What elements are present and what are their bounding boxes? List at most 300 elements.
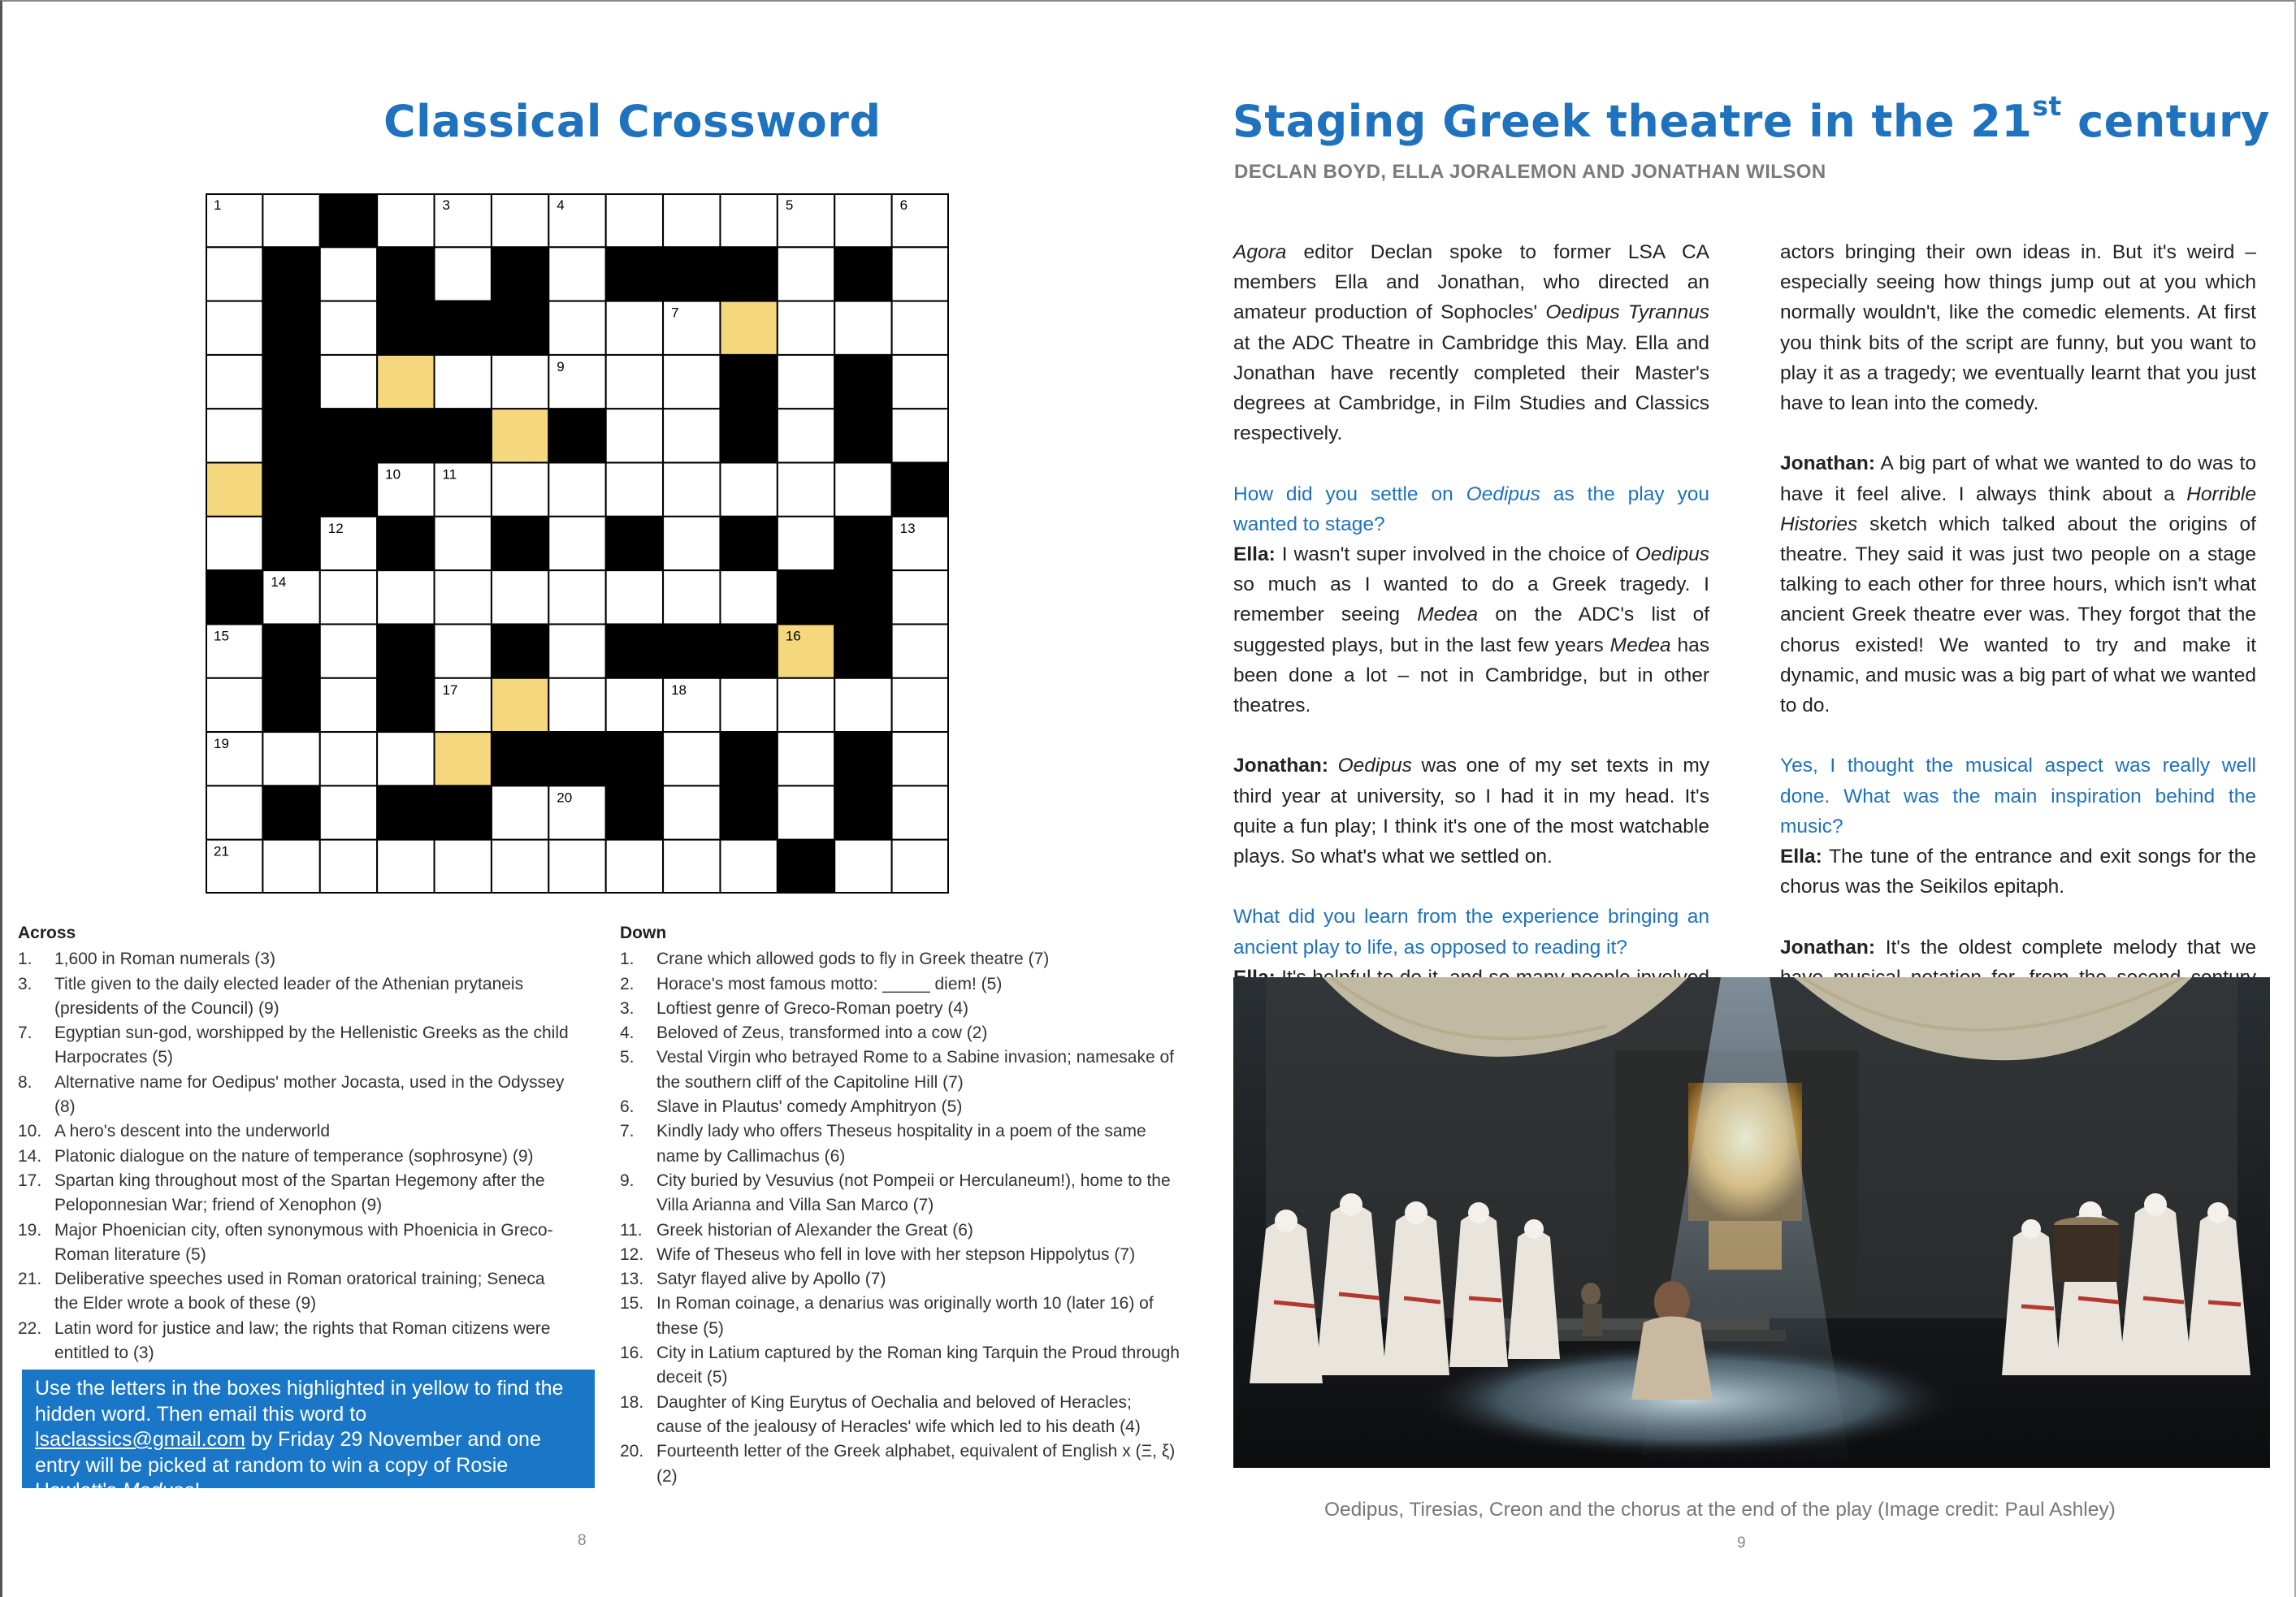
grid-cell[interactable] bbox=[834, 840, 891, 894]
grid-cell[interactable] bbox=[206, 301, 262, 355]
clue-item bbox=[620, 1243, 1180, 1267]
grid-block bbox=[834, 732, 891, 786]
clue-item bbox=[620, 1439, 1180, 1489]
across-heading: Across bbox=[18, 924, 76, 942]
article-title bbox=[1232, 90, 2270, 147]
grid-clue-number: 18 bbox=[671, 682, 687, 698]
clue-item bbox=[18, 1119, 570, 1144]
jonathan-answer-1 bbox=[1233, 751, 1709, 872]
grid-block bbox=[720, 409, 777, 462]
clue-item bbox=[620, 997, 1180, 1021]
grid-block bbox=[720, 247, 777, 301]
stage-photo bbox=[1233, 977, 2270, 1468]
grid-block bbox=[606, 624, 663, 677]
grid-cell[interactable] bbox=[320, 247, 377, 301]
answer-italic: Oedipus bbox=[1635, 543, 1709, 566]
grid-cell[interactable] bbox=[720, 840, 777, 894]
clue-item bbox=[620, 1119, 1180, 1169]
answer-text: so much as I wanted to do a Greek tragedy. I remember seeing bbox=[1233, 573, 1709, 626]
clue-text: Horace's most famous motto: _____ diem! (5) bbox=[656, 974, 1003, 993]
ella-answer-1 bbox=[1233, 539, 1709, 721]
title-main: Staging Greek theatre in the 21 bbox=[1232, 96, 2033, 147]
grid-cell[interactable] bbox=[377, 732, 434, 786]
clue-item bbox=[18, 1145, 570, 1169]
grid-block bbox=[492, 301, 548, 355]
clue-text: Wife of Theseus who fell in love with her stepson Hippolytus (7) bbox=[656, 1244, 1136, 1264]
grid-clue-number: 1 bbox=[214, 197, 222, 213]
speaker-jonathan: Jonathan: bbox=[1780, 452, 1876, 475]
ella-answer-3 bbox=[1780, 842, 2256, 902]
article-column-right bbox=[1780, 237, 2256, 1023]
page-number-left: 8 bbox=[578, 1532, 587, 1549]
grid-cell[interactable] bbox=[548, 678, 605, 732]
clue-text: Egyptian sun-god, worshipped by the Hellenistic Greeks as the child Harpocrates (5) bbox=[54, 1024, 569, 1067]
grid-block bbox=[492, 517, 548, 570]
across-clues bbox=[18, 921, 570, 1365]
answer-italic: Horrible Histories bbox=[1780, 483, 2256, 535]
clue-item bbox=[620, 972, 1180, 997]
clue-number: 14. bbox=[18, 1146, 42, 1166]
grid-block bbox=[606, 786, 663, 839]
grid-block bbox=[492, 732, 548, 786]
clue-number: 20. bbox=[620, 1442, 644, 1461]
grid-block bbox=[720, 624, 777, 677]
grid-cell[interactable] bbox=[606, 840, 663, 894]
grid-cell[interactable] bbox=[320, 678, 377, 732]
ella-answer-2-continued: actors bringing their own ideas in. But it's weird – especially seeing how things jump out at you which normally wouldn't, like the comedic elements. At first you think bits of the script are funny, but you want to play it as a tragedy; we eventually learnt that you just have to lean into the comedy. bbox=[1780, 241, 2256, 415]
grid-cell[interactable] bbox=[548, 624, 605, 677]
grid-cell[interactable] bbox=[663, 732, 720, 786]
grid-cell-highlighted[interactable] bbox=[435, 732, 492, 786]
grid-block bbox=[663, 247, 720, 301]
grid-cell-highlighted[interactable] bbox=[206, 463, 262, 517]
grid-block bbox=[492, 624, 548, 677]
grid-block bbox=[720, 355, 777, 409]
crossword-grid[interactable] bbox=[206, 193, 949, 894]
clue-item bbox=[620, 1218, 1180, 1243]
clue-number: 19. bbox=[18, 1220, 42, 1240]
grid-cell[interactable] bbox=[778, 517, 834, 570]
grid-cell[interactable] bbox=[720, 678, 777, 732]
title-superscript: st bbox=[2032, 90, 2062, 122]
grid-cell[interactable] bbox=[206, 786, 262, 839]
grid-cell[interactable] bbox=[892, 301, 949, 355]
grid-cell[interactable] bbox=[320, 301, 377, 355]
grid-block bbox=[377, 786, 434, 839]
clue-number: 10. bbox=[18, 1122, 42, 1141]
grid-clue-number: 10 bbox=[385, 466, 401, 483]
grid-block bbox=[606, 247, 663, 301]
clue-text: Spartan king throughout most of the Spartan Hegemony after the Peloponnesian War; friend of Xenophon (9) bbox=[54, 1171, 545, 1215]
clue-item bbox=[620, 1292, 1180, 1341]
grid-cell[interactable] bbox=[663, 355, 720, 409]
clue-number: 8. bbox=[18, 1072, 32, 1092]
grid-block bbox=[377, 624, 434, 677]
speaker-jonathan: Jonathan: bbox=[1780, 936, 1876, 959]
grid-cell[interactable] bbox=[548, 463, 605, 517]
grid-cell[interactable] bbox=[548, 247, 605, 301]
grid-clue-number: 9 bbox=[557, 358, 565, 374]
grid-cell[interactable] bbox=[834, 463, 891, 517]
grid-block bbox=[892, 463, 949, 517]
grid-block bbox=[377, 678, 434, 732]
grid-cell[interactable] bbox=[778, 786, 834, 839]
grid-cell[interactable] bbox=[606, 678, 663, 732]
grid-cell[interactable] bbox=[892, 247, 949, 301]
grid-cell[interactable] bbox=[892, 786, 949, 839]
grid-clue-number: 6 bbox=[899, 197, 908, 213]
grid-cell-highlighted[interactable] bbox=[720, 301, 777, 355]
grid-cell[interactable] bbox=[663, 570, 720, 624]
clue-item bbox=[620, 1169, 1180, 1218]
grid-cell[interactable] bbox=[435, 517, 492, 570]
grid-cell[interactable] bbox=[606, 570, 663, 624]
answer-text: It's the oldest complete melody that we bbox=[1885, 936, 2256, 959]
grid-cell[interactable] bbox=[377, 570, 434, 624]
grid-clue-number: 11 bbox=[442, 466, 457, 483]
grid-cell[interactable] bbox=[435, 247, 492, 301]
clue-item bbox=[18, 1218, 570, 1268]
grid-cell[interactable] bbox=[778, 301, 834, 355]
clue-text: Beloved of Zeus, transformed into a cow (2) bbox=[656, 1024, 988, 1043]
grid-block bbox=[262, 624, 319, 677]
intro-text: at the ADC Theatre in Cambridge this May. Ella and Jonathan have recently completed their Master's degrees at Cambridge, in Film Studies and Classics respectively. bbox=[1233, 331, 1709, 445]
answer-text: sketch which talked about the origins of theatre. They said it was just two people on a stage talking to each other for three hours, which isn't what ancient Greek theatre ever was. They forgot that the chorus existed! We wanted to try and make it dynamic, and music was a big part of what we wanted to do. bbox=[1780, 513, 2256, 717]
clue-text: Title given to the daily elected leader of the Athenian prytaneis (presidents of the Council) (9) bbox=[54, 974, 524, 1018]
grid-cell[interactable] bbox=[492, 193, 548, 247]
grid-cell-highlighted[interactable] bbox=[492, 678, 548, 732]
grid-cell[interactable] bbox=[206, 247, 262, 301]
grid-block bbox=[206, 570, 262, 624]
clue-number: 2. bbox=[620, 974, 635, 993]
clue-text: City in Latium captured by the Roman king Tarquin the Proud through deceit (5) bbox=[656, 1344, 1180, 1387]
speaker-ella: Ella: bbox=[1233, 543, 1276, 566]
clue-text: Crane which allowed gods to fly in Greek theatre (7) bbox=[656, 950, 1050, 969]
clue-number: 7. bbox=[620, 1122, 635, 1141]
grid-block bbox=[548, 732, 605, 786]
grid-block bbox=[262, 463, 319, 517]
grid-block bbox=[834, 247, 891, 301]
grid-cell[interactable] bbox=[435, 840, 492, 894]
clue-item bbox=[620, 1341, 1180, 1391]
grid-clue-number: 4 bbox=[557, 197, 565, 213]
grid-cell[interactable] bbox=[548, 301, 605, 355]
grid-cell[interactable] bbox=[606, 409, 663, 462]
clue-number: 15. bbox=[620, 1294, 644, 1314]
grid-block bbox=[720, 517, 777, 570]
grid-cell[interactable] bbox=[548, 840, 605, 894]
answer-text: has been done a lot – not in Cambridge, but in other theatres. bbox=[1233, 634, 1710, 717]
grid-cell[interactable] bbox=[435, 570, 492, 624]
grid-cell[interactable] bbox=[320, 840, 377, 894]
grid-cell[interactable] bbox=[548, 517, 605, 570]
answer-text: I wasn't super involved in the choice of bbox=[1275, 543, 1635, 566]
grid-cell-highlighted[interactable] bbox=[377, 355, 434, 409]
clue-text: A hero's descent into the underworld bbox=[54, 1122, 331, 1141]
clue-text: Satyr flayed alive by Apollo (7) bbox=[656, 1270, 886, 1289]
clue-item bbox=[620, 1391, 1180, 1440]
clue-number: 16. bbox=[620, 1344, 644, 1363]
grid-block bbox=[262, 678, 319, 732]
grid-cell[interactable] bbox=[206, 678, 262, 732]
grid-block bbox=[262, 786, 319, 839]
grid-cell[interactable] bbox=[492, 786, 548, 839]
grid-cell[interactable] bbox=[663, 463, 720, 517]
grid-clue-number: 19 bbox=[214, 736, 229, 752]
grid-cell[interactable] bbox=[548, 570, 605, 624]
grid-block bbox=[834, 570, 891, 624]
intro-text: editor Declan spoke to former LSA CA members Ella and Jonathan, who directed an amateur production of Sophocles' bbox=[1233, 241, 1709, 324]
grid-cell[interactable] bbox=[778, 732, 834, 786]
grid-block bbox=[435, 301, 492, 355]
magazine-name: Agora bbox=[1233, 241, 1287, 263]
grid-cell[interactable] bbox=[892, 732, 949, 786]
grid-cell[interactable] bbox=[892, 678, 949, 732]
clue-text: In Roman coinage, a denarius was originally worth 10 (later 16) of these (5) bbox=[656, 1294, 1154, 1338]
clue-text: Kindly lady who offers Theseus hospitality in a poem of the same name by Callimachus (6) bbox=[656, 1122, 1146, 1166]
clue-item bbox=[18, 1169, 570, 1218]
prize-text-after: by Friday 29 November and one entry will be picked at random to win a copy of Rosie Hewlett's bbox=[35, 1428, 541, 1502]
prize-instructions-box bbox=[22, 1370, 595, 1502]
grid-cell[interactable] bbox=[663, 193, 720, 247]
grid-block bbox=[606, 732, 663, 786]
grid-block bbox=[548, 409, 605, 462]
clue-number: 1. bbox=[18, 950, 32, 969]
clue-number: 22. bbox=[18, 1318, 42, 1338]
clue-item bbox=[18, 1071, 570, 1120]
grid-block bbox=[262, 517, 319, 570]
article-column-left bbox=[1233, 237, 1709, 1053]
grid-cell[interactable] bbox=[206, 517, 262, 570]
down-clues bbox=[620, 921, 1180, 1489]
grid-block bbox=[834, 355, 891, 409]
grid-cell[interactable] bbox=[262, 840, 319, 894]
down-heading: Down bbox=[620, 924, 667, 942]
grid-cell[interactable] bbox=[262, 732, 319, 786]
answer-italic: Medea bbox=[1417, 604, 1479, 626]
grid-block bbox=[663, 624, 720, 677]
prize-book-title: Medusa bbox=[122, 1479, 195, 1502]
clue-number: 12. bbox=[620, 1244, 644, 1264]
intro-paragraph bbox=[1233, 237, 1709, 448]
grid-clue-number: 12 bbox=[327, 520, 344, 536]
photo-caption: Oedipus, Tiresias, Creon and the chorus at the end of the play (Image credit: Paul Ashley) bbox=[1324, 1499, 2116, 1521]
grid-cell[interactable] bbox=[778, 678, 834, 732]
grid-block bbox=[720, 786, 777, 839]
grid-cell[interactable] bbox=[492, 463, 548, 517]
grid-cell[interactable] bbox=[606, 301, 663, 355]
grid-cell[interactable] bbox=[435, 355, 492, 409]
clue-item bbox=[18, 1267, 570, 1317]
grid-clue-number: 7 bbox=[671, 305, 679, 321]
grid-clue-number: 15 bbox=[214, 628, 229, 644]
grid-clue-number: 5 bbox=[785, 197, 794, 213]
prize-text-before: Use the letters in the boxes highlighted in yellow to find the hidden word. Then email this word to bbox=[35, 1377, 564, 1426]
clue-item bbox=[620, 947, 1180, 972]
grid-cell[interactable] bbox=[720, 463, 777, 517]
clue-number: 13. bbox=[620, 1270, 644, 1289]
question-text: How did you settle on bbox=[1233, 483, 1466, 505]
title-end: century bbox=[2061, 96, 2270, 147]
grid-clue-number: 2 bbox=[327, 197, 336, 213]
clue-text: Vestal Virgin who betrayed Rome to a Sabine invasion; namesake of the southern cliff of the Capitoline Hill (7) bbox=[656, 1048, 1174, 1092]
question-italic: Oedipus bbox=[1466, 483, 1540, 505]
grid-clue-number: 22 bbox=[785, 843, 801, 859]
grid-cell[interactable] bbox=[892, 570, 949, 624]
grid-cell[interactable] bbox=[778, 409, 834, 462]
answer-text: on the ADC's list of suggested plays, but in the last few years bbox=[1233, 604, 1710, 656]
clue-text: Greek historian of Alexander the Great (6) bbox=[656, 1220, 973, 1240]
grid-cell[interactable] bbox=[834, 301, 891, 355]
grid-cell[interactable] bbox=[262, 193, 319, 247]
grid-cell[interactable] bbox=[663, 517, 720, 570]
grid-cell[interactable] bbox=[663, 786, 720, 839]
clue-number: 3. bbox=[18, 974, 32, 993]
grid-cell[interactable] bbox=[720, 570, 777, 624]
question-3: Yes, I thought the musical aspect was really well done. What was the main inspiration behind the music? bbox=[1780, 755, 2256, 837]
clue-item bbox=[18, 1021, 570, 1071]
grid-cell[interactable] bbox=[320, 732, 377, 786]
clue-number: 1. bbox=[620, 950, 635, 969]
clue-item bbox=[18, 1317, 570, 1366]
grid-cell[interactable] bbox=[492, 355, 548, 409]
grid-block bbox=[834, 624, 891, 677]
clue-text: Platonic dialogue on the nature of temperance (sophrosyne) (9) bbox=[54, 1146, 534, 1166]
grid-clue-number: 17 bbox=[442, 682, 458, 698]
grid-block bbox=[377, 517, 434, 570]
grid-cell[interactable] bbox=[377, 840, 434, 894]
clue-text: City buried by Vesuvius (not Pompeii or Herculaneum!), home to the Villa Arianna and Villa San Marco (7) bbox=[656, 1171, 1171, 1215]
grid-block bbox=[492, 247, 548, 301]
grid-clue-number: 8 bbox=[271, 358, 279, 374]
clue-text: Alternative name for Oedipus' mother Jocasta, used in the Odyssey (8) bbox=[54, 1072, 565, 1117]
clue-text: Daughter of King Eurytus of Oechalia and beloved of Heracles; cause of the jealousy of Heracles' wife which led to his death (4) bbox=[656, 1392, 1141, 1436]
grid-block bbox=[320, 409, 377, 462]
grid-block bbox=[606, 517, 663, 570]
grid-block bbox=[435, 786, 492, 839]
grid-block bbox=[834, 786, 891, 839]
grid-clue-number: 14 bbox=[271, 574, 287, 591]
grid-block bbox=[320, 463, 377, 517]
grid-block bbox=[377, 409, 434, 462]
grid-block bbox=[435, 409, 492, 462]
grid-cell[interactable] bbox=[834, 678, 891, 732]
clue-number: 18. bbox=[620, 1392, 644, 1412]
clue-item bbox=[18, 972, 570, 1022]
grid-block bbox=[834, 409, 891, 462]
jonathan-answer-2 bbox=[1780, 448, 2256, 721]
answer-text: The tune of the entrance and exit songs for the chorus was the Seikilos epitaph. bbox=[1780, 846, 2256, 898]
grid-block bbox=[778, 570, 834, 624]
answer-text: was one of my set texts in my third year at university, so I had it in my head. It's quite a fun play; I think it's one of the most watchable plays. So what's what we settled on. bbox=[1233, 755, 1709, 868]
clue-item bbox=[18, 947, 570, 972]
crossword-title: Classical Crossword bbox=[383, 96, 882, 147]
clue-text: Major Phoenician city, often synonymous with Phoenicia in Greco-Roman literature (5) bbox=[54, 1220, 553, 1264]
question-text: as the play you wanted to stage? bbox=[1233, 483, 1710, 535]
grid-cell[interactable] bbox=[606, 463, 663, 517]
grid-cell[interactable] bbox=[206, 409, 262, 462]
clue-text: Deliberative speeches used in Roman oratorical training; Seneca the Elder wrote a book of these (9) bbox=[54, 1270, 545, 1314]
clue-text: Fourteenth letter of the Greek alphabet, equivalent of English x (Ξ, ξ) (2) bbox=[656, 1442, 1176, 1486]
grid-clue-number: 3 bbox=[442, 197, 451, 213]
grid-cell[interactable] bbox=[435, 624, 492, 677]
grid-cell[interactable] bbox=[778, 247, 834, 301]
email-link[interactable]: lsaclassics@gmail.com bbox=[35, 1428, 245, 1451]
grid-cell[interactable] bbox=[892, 624, 949, 677]
grid-cell[interactable] bbox=[663, 840, 720, 894]
clue-item bbox=[620, 1045, 1180, 1095]
speaker-jonathan: Jonathan: bbox=[1233, 755, 1329, 777]
answer-text: A big part of what we wanted to do was to have it feel alive. I always think about a bbox=[1780, 452, 2256, 505]
grid-cell[interactable] bbox=[206, 355, 262, 409]
clue-number: 6. bbox=[620, 1097, 635, 1117]
grid-cell[interactable] bbox=[892, 409, 949, 462]
grid-block bbox=[377, 247, 434, 301]
grid-block bbox=[262, 301, 319, 355]
grid-cell[interactable] bbox=[606, 355, 663, 409]
clue-item bbox=[620, 1021, 1180, 1045]
clue-item bbox=[620, 1095, 1180, 1119]
grid-cell[interactable] bbox=[892, 840, 949, 894]
grid-cell[interactable] bbox=[492, 570, 548, 624]
grid-cell[interactable] bbox=[320, 786, 377, 839]
clue-text: Latin word for justice and law; the rights that Roman citizens were entitled to (3) bbox=[54, 1318, 551, 1363]
clue-number: 9. bbox=[620, 1171, 635, 1190]
grid-cell[interactable] bbox=[778, 463, 834, 517]
answer-italic: Medea bbox=[1609, 634, 1671, 656]
grid-cell[interactable] bbox=[663, 409, 720, 462]
grid-cell[interactable] bbox=[892, 355, 949, 409]
grid-cell[interactable] bbox=[492, 840, 548, 894]
question-2: What did you learn from the experience bringing an ancient play to life, as opposed to reading it? bbox=[1233, 906, 1709, 959]
clue-item bbox=[620, 1267, 1180, 1292]
clue-number: 17. bbox=[18, 1171, 42, 1190]
byline: DECLAN BOYD, ELLA JORALEMON AND JONATHAN WILSON bbox=[1234, 161, 1826, 183]
grid-cell[interactable] bbox=[606, 193, 663, 247]
grid-cell[interactable] bbox=[320, 570, 377, 624]
grid-cell[interactable] bbox=[320, 624, 377, 677]
clue-number: 5. bbox=[620, 1048, 635, 1067]
clue-number: 11. bbox=[620, 1220, 643, 1240]
grid-cell[interactable] bbox=[834, 193, 891, 247]
page-number-right: 9 bbox=[1737, 1534, 1746, 1552]
grid-cell-highlighted[interactable] bbox=[492, 409, 548, 462]
prize-text-end: ! bbox=[194, 1479, 201, 1502]
clue-text: Slave in Plautus' comedy Amphitryon (5) bbox=[656, 1097, 963, 1117]
grid-clue-number: 20 bbox=[557, 790, 573, 806]
grid-block bbox=[262, 247, 319, 301]
grid-block bbox=[834, 517, 891, 570]
clue-number: 7. bbox=[18, 1024, 32, 1043]
grid-cell[interactable] bbox=[377, 193, 434, 247]
grid-cell[interactable] bbox=[720, 193, 777, 247]
speaker-ella: Ella: bbox=[1780, 846, 1822, 868]
play-title: Oedipus Tyrannus bbox=[1545, 301, 1709, 324]
grid-clue-number: 16 bbox=[785, 628, 801, 644]
clue-number: 21. bbox=[18, 1270, 42, 1289]
grid-block bbox=[262, 409, 319, 462]
clue-text: 1,600 in Roman numerals (3) bbox=[54, 950, 275, 969]
clue-number: 3. bbox=[620, 998, 635, 1018]
grid-clue-number: 13 bbox=[899, 520, 916, 536]
answer-italic: Oedipus bbox=[1337, 755, 1412, 777]
clue-text: Loftiest genre of Greco-Roman poetry (4) bbox=[656, 998, 969, 1018]
grid-cell[interactable] bbox=[320, 355, 377, 409]
clue-number: 4. bbox=[620, 1024, 635, 1043]
question-1 bbox=[1233, 479, 1709, 539]
grid-cell[interactable] bbox=[778, 355, 834, 409]
grid-block bbox=[377, 301, 434, 355]
